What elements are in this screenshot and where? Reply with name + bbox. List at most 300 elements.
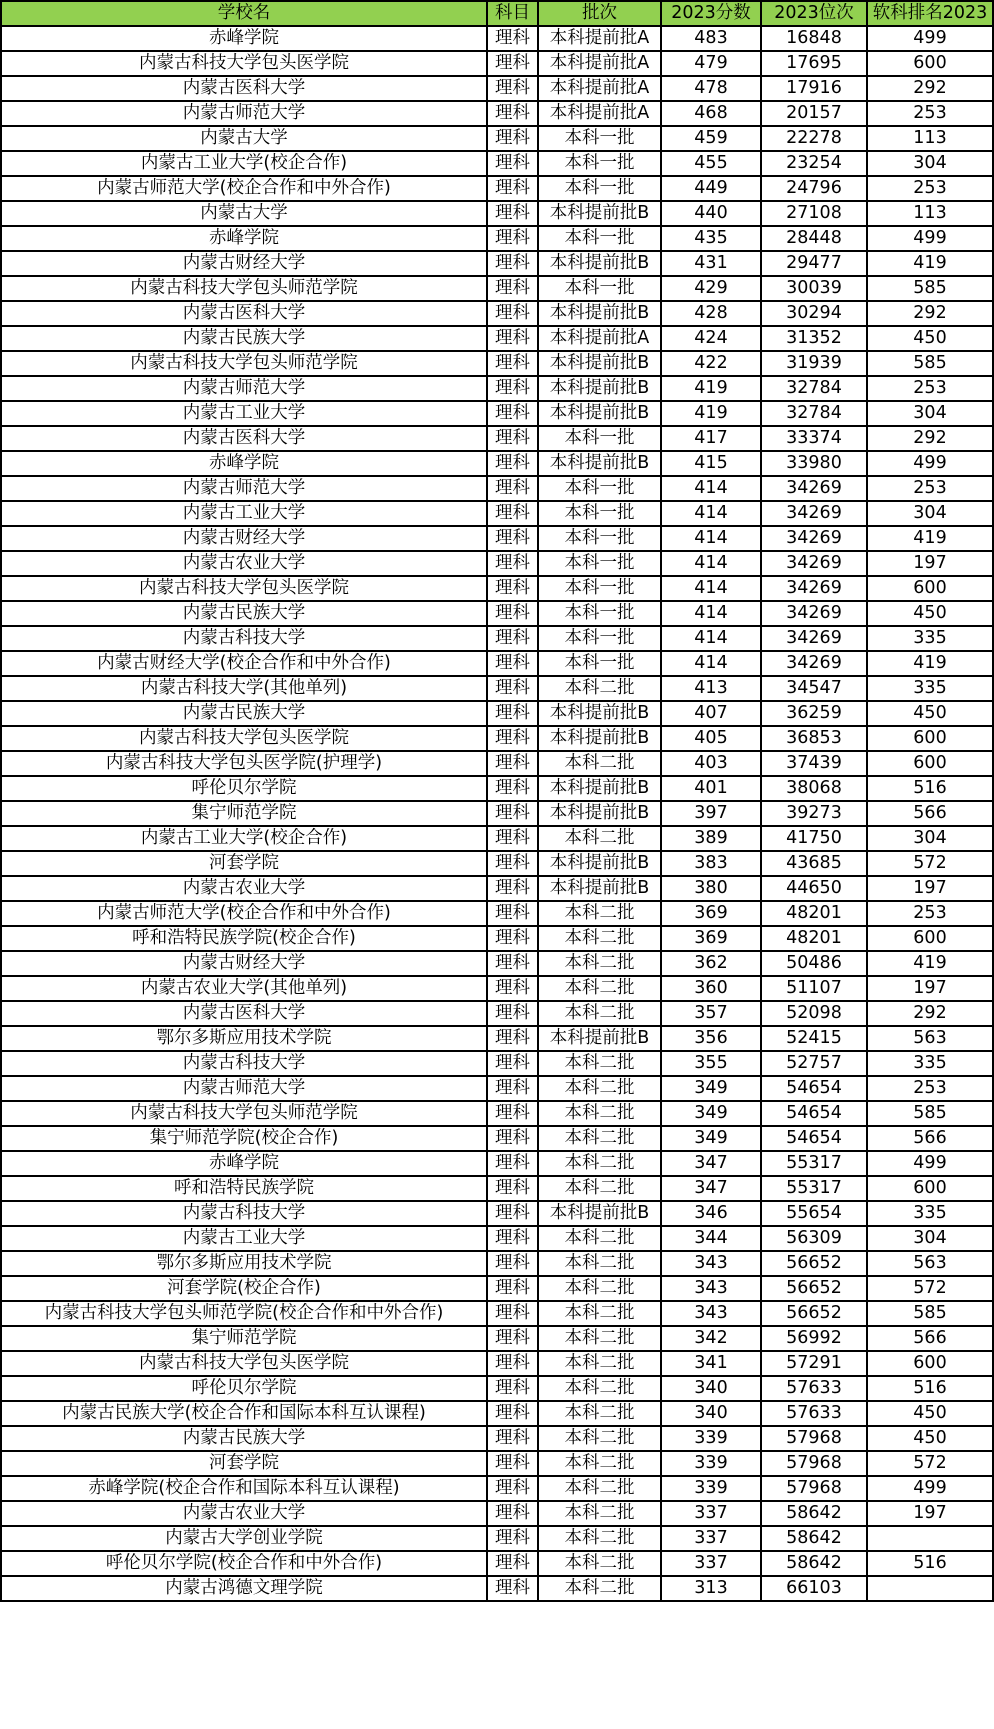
ruanke-ranking-cell: 499 [867, 226, 993, 251]
school-name-cell: 内蒙古医科大学 [1, 1001, 487, 1026]
score-cell: 449 [661, 176, 761, 201]
school-name-cell: 河套学院 [1, 1451, 487, 1476]
score-cell: 339 [661, 1451, 761, 1476]
school-name-cell: 内蒙古农业大学 [1, 876, 487, 901]
batch-cell: 本科提前批B [538, 251, 661, 276]
subject-cell: 理科 [487, 1101, 538, 1126]
school-name-cell: 内蒙古民族大学(校企合作和国际本科互认课程) [1, 1401, 487, 1426]
rank-cell: 58642 [761, 1551, 867, 1576]
ruanke-ranking-cell: 292 [867, 301, 993, 326]
rank-cell: 34269 [761, 626, 867, 651]
school-name-cell: 内蒙古师范大学(校企合作和中外合作) [1, 176, 487, 201]
subject-cell: 理科 [487, 76, 538, 101]
column-header-batch: 批次 [538, 1, 661, 26]
subject-cell: 理科 [487, 976, 538, 1001]
table-row [1, 176, 993, 201]
score-cell: 339 [661, 1426, 761, 1451]
rank-cell: 54654 [761, 1101, 867, 1126]
ruanke-ranking-cell: 292 [867, 426, 993, 451]
school-name-cell: 呼和浩特民族学院(校企合作) [1, 926, 487, 951]
table-row [1, 726, 993, 751]
subject-cell: 理科 [487, 376, 538, 401]
school-name-cell: 内蒙古科技大学包头医学院 [1, 1351, 487, 1376]
batch-cell: 本科二批 [538, 1301, 661, 1326]
school-name-cell: 内蒙古民族大学 [1, 1426, 487, 1451]
score-cell: 357 [661, 1001, 761, 1026]
school-name-cell: 内蒙古医科大学 [1, 426, 487, 451]
school-name-cell: 内蒙古科技大学包头医学院(护理学) [1, 751, 487, 776]
subject-cell: 理科 [487, 901, 538, 926]
batch-cell: 本科二批 [538, 976, 661, 1001]
batch-cell: 本科一批 [538, 601, 661, 626]
rank-cell: 55317 [761, 1151, 867, 1176]
school-name-cell: 内蒙古民族大学 [1, 601, 487, 626]
ruanke-ranking-cell: 516 [867, 776, 993, 801]
score-cell: 414 [661, 651, 761, 676]
subject-cell: 理科 [487, 1051, 538, 1076]
ruanke-ranking-cell: 113 [867, 201, 993, 226]
score-cell: 369 [661, 901, 761, 926]
ruanke-ranking-cell: 516 [867, 1376, 993, 1401]
rank-cell: 54654 [761, 1126, 867, 1151]
subject-cell: 理科 [487, 1501, 538, 1526]
table-row [1, 876, 993, 901]
subject-cell: 理科 [487, 1401, 538, 1426]
rank-cell: 36259 [761, 701, 867, 726]
ruanke-ranking-cell: 335 [867, 1051, 993, 1076]
batch-cell: 本科提前批B [538, 301, 661, 326]
school-name-cell: 内蒙古财经大学 [1, 526, 487, 551]
batch-cell: 本科一批 [538, 626, 661, 651]
table-row [1, 226, 993, 251]
score-cell: 342 [661, 1326, 761, 1351]
score-cell: 431 [661, 251, 761, 276]
subject-cell: 理科 [487, 176, 538, 201]
rank-cell: 22278 [761, 126, 867, 151]
score-cell: 429 [661, 276, 761, 301]
score-cell: 414 [661, 601, 761, 626]
batch-cell: 本科二批 [538, 1576, 661, 1601]
score-cell: 347 [661, 1176, 761, 1201]
subject-cell: 理科 [487, 401, 538, 426]
subject-cell: 理科 [487, 1176, 538, 1201]
school-name-cell: 内蒙古工业大学 [1, 501, 487, 526]
subject-cell: 理科 [487, 1426, 538, 1451]
table-row [1, 276, 993, 301]
rank-cell: 34269 [761, 651, 867, 676]
rank-cell: 52757 [761, 1051, 867, 1076]
rank-cell: 56309 [761, 1226, 867, 1251]
subject-cell: 理科 [487, 526, 538, 551]
subject-cell: 理科 [487, 1451, 538, 1476]
rank-cell: 57633 [761, 1376, 867, 1401]
ruanke-ranking-cell: 304 [867, 401, 993, 426]
table-row [1, 601, 993, 626]
school-name-cell: 内蒙古科技大学包头师范学院 [1, 276, 487, 301]
subject-cell: 理科 [487, 951, 538, 976]
score-cell: 380 [661, 876, 761, 901]
school-name-cell: 内蒙古科技大学包头医学院 [1, 726, 487, 751]
batch-cell: 本科提前批B [538, 451, 661, 476]
rank-cell: 55654 [761, 1201, 867, 1226]
batch-cell: 本科提前批B [538, 801, 661, 826]
ruanke-ranking-cell: 499 [867, 1476, 993, 1501]
table-row [1, 426, 993, 451]
subject-cell: 理科 [487, 751, 538, 776]
school-name-cell: 鄂尔多斯应用技术学院 [1, 1251, 487, 1276]
table-row [1, 1401, 993, 1426]
subject-cell: 理科 [487, 51, 538, 76]
table-row [1, 576, 993, 601]
ruanke-ranking-cell: 563 [867, 1251, 993, 1276]
rank-cell: 32784 [761, 376, 867, 401]
score-cell: 440 [661, 201, 761, 226]
ruanke-ranking-cell: 563 [867, 1026, 993, 1051]
ruanke-ranking-cell: 499 [867, 451, 993, 476]
table-row [1, 1326, 993, 1351]
table-row [1, 1151, 993, 1176]
rank-cell: 24796 [761, 176, 867, 201]
school-name-cell: 内蒙古医科大学 [1, 301, 487, 326]
school-name-cell: 赤峰学院 [1, 1151, 487, 1176]
table-row [1, 1501, 993, 1526]
score-cell: 419 [661, 376, 761, 401]
table-row [1, 1576, 993, 1601]
school-name-cell: 内蒙古师范大学 [1, 476, 487, 501]
score-cell: 414 [661, 526, 761, 551]
subject-cell: 理科 [487, 1301, 538, 1326]
rank-cell: 58642 [761, 1526, 867, 1551]
ruanke-ranking-cell: 197 [867, 876, 993, 901]
subject-cell: 理科 [487, 1001, 538, 1026]
rank-cell: 34269 [761, 601, 867, 626]
rank-cell: 17695 [761, 51, 867, 76]
score-cell: 389 [661, 826, 761, 851]
school-name-cell: 内蒙古工业大学(校企合作) [1, 826, 487, 851]
rank-cell: 55317 [761, 1176, 867, 1201]
table-row [1, 301, 993, 326]
subject-cell: 理科 [487, 1526, 538, 1551]
rank-cell: 37439 [761, 751, 867, 776]
school-name-cell: 呼和浩特民族学院 [1, 1176, 487, 1201]
batch-cell: 本科二批 [538, 1126, 661, 1151]
score-cell: 455 [661, 151, 761, 176]
score-cell: 347 [661, 1151, 761, 1176]
table-row [1, 1051, 993, 1076]
batch-cell: 本科提前批B [538, 376, 661, 401]
subject-cell: 理科 [487, 1276, 538, 1301]
school-name-cell: 内蒙古科技大学包头医学院 [1, 51, 487, 76]
ruanke-ranking-cell [867, 1576, 993, 1601]
rank-cell: 34269 [761, 501, 867, 526]
batch-cell: 本科二批 [538, 751, 661, 776]
subject-cell: 理科 [487, 776, 538, 801]
school-name-cell: 内蒙古科技大学 [1, 1051, 487, 1076]
score-cell: 428 [661, 301, 761, 326]
subject-cell: 理科 [487, 1351, 538, 1376]
school-name-cell: 内蒙古民族大学 [1, 326, 487, 351]
school-name-cell: 内蒙古大学创业学院 [1, 1526, 487, 1551]
subject-cell: 理科 [487, 1226, 538, 1251]
subject-cell: 理科 [487, 1551, 538, 1576]
ruanke-ranking-cell: 197 [867, 551, 993, 576]
ruanke-ranking-cell: 499 [867, 1151, 993, 1176]
table-row [1, 1001, 993, 1026]
score-cell: 417 [661, 426, 761, 451]
subject-cell: 理科 [487, 1251, 538, 1276]
school-name-cell: 河套学院 [1, 851, 487, 876]
score-cell: 414 [661, 626, 761, 651]
table-row [1, 951, 993, 976]
table-row [1, 826, 993, 851]
table-row [1, 476, 993, 501]
score-cell: 337 [661, 1501, 761, 1526]
rank-cell: 23254 [761, 151, 867, 176]
rank-cell: 30294 [761, 301, 867, 326]
batch-cell: 本科提前批A [538, 101, 661, 126]
subject-cell: 理科 [487, 476, 538, 501]
ruanke-ranking-cell: 292 [867, 1001, 993, 1026]
ruanke-ranking-cell: 419 [867, 526, 993, 551]
ruanke-ranking-cell: 304 [867, 1226, 993, 1251]
score-cell: 343 [661, 1276, 761, 1301]
ruanke-ranking-cell: 304 [867, 151, 993, 176]
subject-cell: 理科 [487, 701, 538, 726]
school-name-cell: 内蒙古工业大学(校企合作) [1, 151, 487, 176]
rank-cell: 66103 [761, 1576, 867, 1601]
rank-cell: 34547 [761, 676, 867, 701]
batch-cell: 本科一批 [538, 476, 661, 501]
rank-cell: 31352 [761, 326, 867, 351]
subject-cell: 理科 [487, 1376, 538, 1401]
batch-cell: 本科一批 [538, 226, 661, 251]
school-name-cell: 内蒙古师范大学 [1, 101, 487, 126]
batch-cell: 本科二批 [538, 1051, 661, 1076]
school-name-cell: 内蒙古师范大学(校企合作和中外合作) [1, 901, 487, 926]
school-name-cell: 内蒙古财经大学 [1, 251, 487, 276]
rank-cell: 34269 [761, 526, 867, 551]
school-name-cell: 呼伦贝尔学院 [1, 776, 487, 801]
table-row [1, 1526, 993, 1551]
batch-cell: 本科二批 [538, 951, 661, 976]
rank-cell: 32784 [761, 401, 867, 426]
rank-cell: 41750 [761, 826, 867, 851]
batch-cell: 本科二批 [538, 826, 661, 851]
ruanke-ranking-cell: 585 [867, 1301, 993, 1326]
ruanke-ranking-cell: 253 [867, 476, 993, 501]
table-row [1, 201, 993, 226]
rank-cell: 50486 [761, 951, 867, 976]
rank-cell: 20157 [761, 101, 867, 126]
table-row [1, 76, 993, 101]
table-row [1, 1176, 993, 1201]
score-cell: 419 [661, 401, 761, 426]
table-row [1, 501, 993, 526]
score-cell: 397 [661, 801, 761, 826]
school-name-cell: 内蒙古工业大学 [1, 401, 487, 426]
ruanke-ranking-cell: 419 [867, 951, 993, 976]
rank-cell: 39273 [761, 801, 867, 826]
rank-cell: 31939 [761, 351, 867, 376]
ruanke-ranking-cell: 585 [867, 276, 993, 301]
table-row [1, 926, 993, 951]
school-name-cell: 内蒙古科技大学 [1, 626, 487, 651]
school-name-cell: 内蒙古科技大学包头师范学院 [1, 351, 487, 376]
school-name-cell: 内蒙古工业大学 [1, 1226, 487, 1251]
subject-cell: 理科 [487, 1326, 538, 1351]
rank-cell: 52098 [761, 1001, 867, 1026]
school-name-cell: 内蒙古科技大学包头师范学院 [1, 1101, 487, 1126]
subject-cell: 理科 [487, 676, 538, 701]
column-header-rank-2023: 2023位次 [761, 1, 867, 26]
subject-cell: 理科 [487, 826, 538, 851]
score-cell: 343 [661, 1251, 761, 1276]
score-cell: 349 [661, 1101, 761, 1126]
batch-cell: 本科二批 [538, 926, 661, 951]
score-cell: 349 [661, 1076, 761, 1101]
school-name-cell: 赤峰学院 [1, 451, 487, 476]
school-name-cell: 内蒙古鸿德文理学院 [1, 1576, 487, 1601]
batch-cell: 本科一批 [538, 426, 661, 451]
ruanke-ranking-cell: 253 [867, 376, 993, 401]
table-row [1, 1551, 993, 1576]
table-row [1, 376, 993, 401]
rank-cell: 57968 [761, 1426, 867, 1451]
table-row [1, 1101, 993, 1126]
school-name-cell: 赤峰学院(校企合作和国际本科互认课程) [1, 1476, 487, 1501]
ruanke-ranking-cell: 450 [867, 601, 993, 626]
subject-cell: 理科 [487, 1026, 538, 1051]
table-row [1, 1026, 993, 1051]
score-cell: 413 [661, 676, 761, 701]
ruanke-ranking-cell: 450 [867, 326, 993, 351]
batch-cell: 本科提前批B [538, 351, 661, 376]
batch-cell: 本科提前批B [538, 1026, 661, 1051]
column-header-subject: 科目 [487, 1, 538, 26]
score-cell: 468 [661, 101, 761, 126]
subject-cell: 理科 [487, 101, 538, 126]
batch-cell: 本科二批 [538, 1526, 661, 1551]
school-name-cell: 内蒙古科技大学包头医学院 [1, 576, 487, 601]
rank-cell: 33980 [761, 451, 867, 476]
subject-cell: 理科 [487, 801, 538, 826]
table-row [1, 151, 993, 176]
batch-cell: 本科一批 [538, 151, 661, 176]
school-name-cell: 内蒙古大学 [1, 126, 487, 151]
table-row [1, 101, 993, 126]
school-name-cell: 内蒙古农业大学 [1, 1501, 487, 1526]
score-cell: 340 [661, 1401, 761, 1426]
table-row [1, 251, 993, 276]
table-row [1, 1076, 993, 1101]
batch-cell: 本科提前批A [538, 76, 661, 101]
batch-cell: 本科一批 [538, 126, 661, 151]
subject-cell: 理科 [487, 551, 538, 576]
rank-cell: 56652 [761, 1301, 867, 1326]
school-name-cell: 内蒙古科技大学包头师范学院(校企合作和中外合作) [1, 1301, 487, 1326]
score-cell: 424 [661, 326, 761, 351]
ruanke-ranking-cell [867, 1526, 993, 1551]
score-cell: 313 [661, 1576, 761, 1601]
ruanke-ranking-cell: 253 [867, 1076, 993, 1101]
score-cell: 414 [661, 501, 761, 526]
rank-cell: 33374 [761, 426, 867, 451]
table-row [1, 1251, 993, 1276]
subject-cell: 理科 [487, 501, 538, 526]
score-cell: 383 [661, 851, 761, 876]
score-cell: 407 [661, 701, 761, 726]
score-cell: 401 [661, 776, 761, 801]
batch-cell: 本科二批 [538, 1001, 661, 1026]
score-cell: 422 [661, 351, 761, 376]
ruanke-ranking-cell: 335 [867, 676, 993, 701]
ruanke-ranking-cell: 292 [867, 76, 993, 101]
school-name-cell: 内蒙古财经大学(校企合作和中外合作) [1, 651, 487, 676]
ruanke-ranking-cell: 197 [867, 976, 993, 1001]
batch-cell: 本科二批 [538, 1426, 661, 1451]
batch-cell: 本科二批 [538, 1376, 661, 1401]
subject-cell: 理科 [487, 251, 538, 276]
batch-cell: 本科二批 [538, 1101, 661, 1126]
table-row [1, 1226, 993, 1251]
ruanke-ranking-cell: 585 [867, 1101, 993, 1126]
table-row [1, 1476, 993, 1501]
ruanke-ranking-cell: 253 [867, 901, 993, 926]
table-row [1, 901, 993, 926]
score-cell: 479 [661, 51, 761, 76]
rank-cell: 48201 [761, 926, 867, 951]
batch-cell: 本科二批 [538, 1151, 661, 1176]
batch-cell: 本科一批 [538, 551, 661, 576]
ruanke-ranking-cell: 600 [867, 726, 993, 751]
score-cell: 403 [661, 751, 761, 776]
ruanke-ranking-cell: 600 [867, 926, 993, 951]
score-cell: 343 [661, 1301, 761, 1326]
subject-cell: 理科 [487, 26, 538, 51]
batch-cell: 本科二批 [538, 1451, 661, 1476]
subject-cell: 理科 [487, 426, 538, 451]
ruanke-ranking-cell: 600 [867, 1351, 993, 1376]
school-name-cell: 内蒙古农业大学(其他单列) [1, 976, 487, 1001]
school-name-cell: 呼伦贝尔学院 [1, 1376, 487, 1401]
ruanke-ranking-cell: 304 [867, 501, 993, 526]
ruanke-ranking-cell: 600 [867, 751, 993, 776]
ruanke-ranking-cell: 335 [867, 1201, 993, 1226]
ruanke-ranking-cell: 113 [867, 126, 993, 151]
subject-cell: 理科 [487, 1576, 538, 1601]
ruanke-ranking-cell: 572 [867, 851, 993, 876]
ruanke-ranking-cell: 572 [867, 1276, 993, 1301]
subject-cell: 理科 [487, 601, 538, 626]
school-name-cell: 内蒙古师范大学 [1, 376, 487, 401]
ruanke-ranking-cell: 600 [867, 576, 993, 601]
rank-cell: 16848 [761, 26, 867, 51]
rank-cell: 43685 [761, 851, 867, 876]
score-cell: 414 [661, 576, 761, 601]
rank-cell: 17916 [761, 76, 867, 101]
batch-cell: 本科二批 [538, 1326, 661, 1351]
table-row [1, 1451, 993, 1476]
table-row [1, 701, 993, 726]
table-body [1, 26, 993, 1601]
batch-cell: 本科二批 [538, 1401, 661, 1426]
school-name-cell: 内蒙古大学 [1, 201, 487, 226]
column-header-school-name: 学校名 [1, 1, 487, 26]
rank-cell: 34269 [761, 551, 867, 576]
table-row [1, 351, 993, 376]
rank-cell: 29477 [761, 251, 867, 276]
ruanke-ranking-cell: 419 [867, 251, 993, 276]
